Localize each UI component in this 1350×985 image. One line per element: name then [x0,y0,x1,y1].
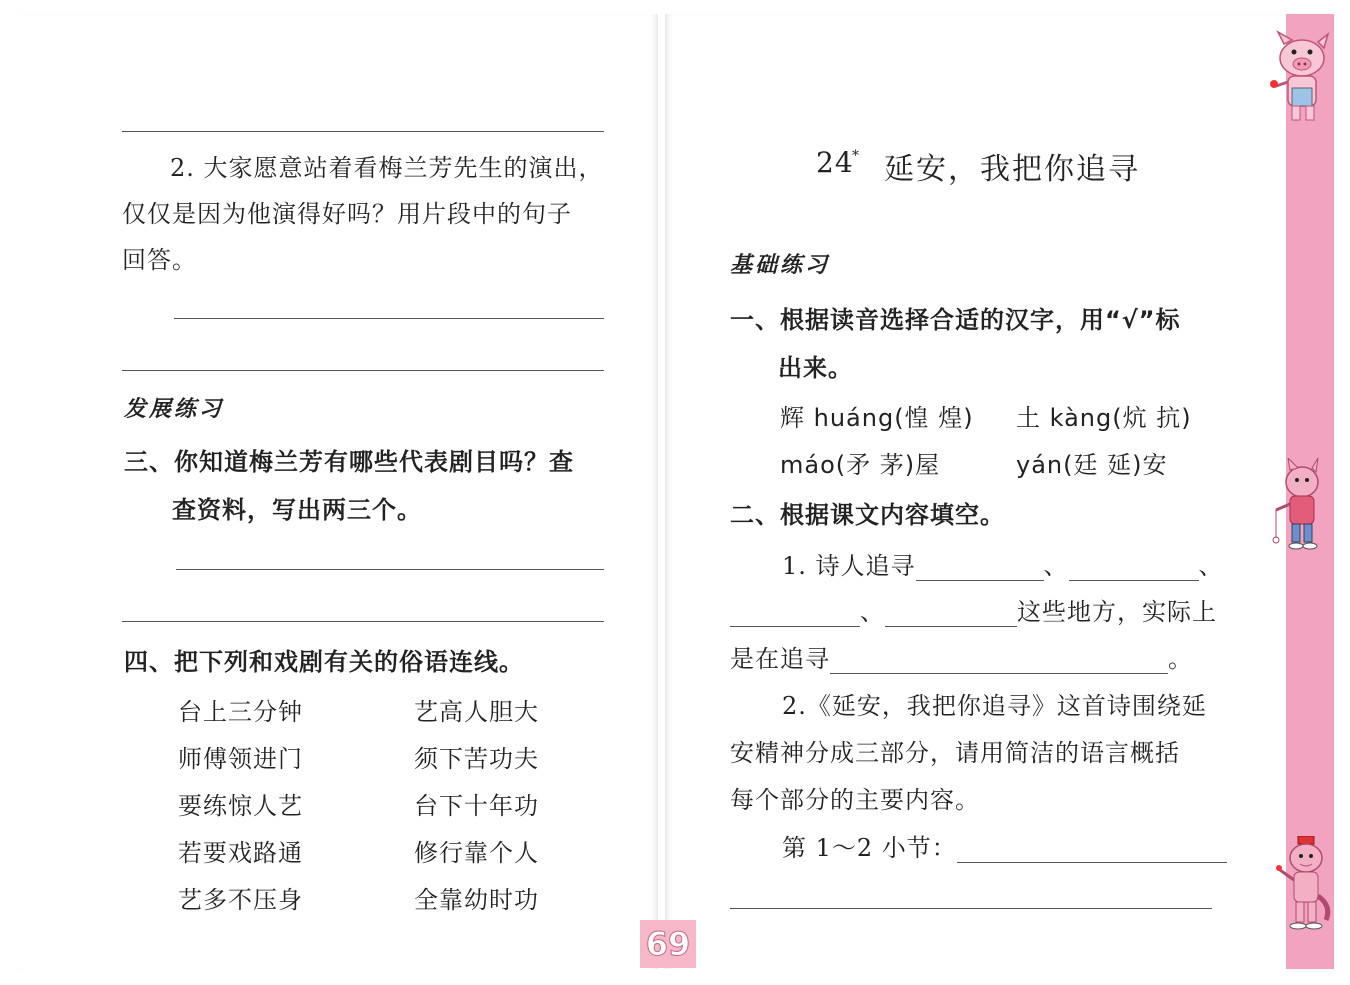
proverb-left: 师傅领进门 [178,745,303,773]
pinyin-choice: máo(矛 茅)屋 [780,451,941,479]
question-2-title: 二、根据课文内容填空。 [730,501,1005,529]
answer-line [122,370,604,371]
pig-mascot-icon [1262,30,1338,126]
item-1-mid: 这些地方，实际上 [1017,598,1217,626]
page-number: 69 [640,920,696,968]
question-4-title: 四、把下列和戏剧有关的俗语连线。 [124,648,524,676]
separator: 、 [860,598,885,626]
question-2-line-3: 回答。 [122,246,197,274]
item-2-line-2: 安精神分成三部分，请用简洁的语言概括 [730,739,1180,767]
fill-item-1-line-3 [730,639,1193,674]
proverb-right: 修行靠个人 [414,839,539,867]
fox-mascot-icon [1270,836,1336,932]
period: 。 [1168,645,1193,673]
pinyin-choice: 辉 huáng(惶 煌) [780,404,974,432]
lesson-title: 延安，我把你追寻 [884,152,1140,187]
blank[interactable] [885,604,1017,627]
proverb-left: 台上三分钟 [178,698,303,726]
separator: 、 [1198,552,1224,580]
answer-line [122,131,604,132]
question-2-line-2: 仅仅是因为他演得好吗？用片段中的句子 [122,200,572,228]
answer-line [176,569,604,570]
answer-line [730,908,1212,909]
question-1-line-2: 出来。 [778,354,853,382]
proverb-right: 全靠幼时功 [414,886,539,914]
blank[interactable] [830,651,1168,674]
item-2-part-1 [782,828,1227,863]
separator: 、 [1043,552,1069,580]
pinyin-choice: 土 kàng(炕 抗) [1016,404,1192,432]
section-title-basic: 基础练习 [730,253,831,278]
lesson-number: 24 [816,146,854,179]
question-3-line-2: 查资料，写出两三个。 [172,496,422,524]
proverb-left: 若要戏路通 [178,839,303,867]
proverb-right: 台下十年功 [414,792,539,820]
question-3-line-1: 三、你知道梅兰芳有哪些代表剧目吗？查 [124,448,574,476]
blank[interactable] [916,558,1044,581]
answer-line [122,621,604,622]
cat-mascot-icon [1268,458,1336,552]
fill-item-1-line-2 [730,592,1217,627]
blank[interactable] [1069,558,1199,581]
item-2-line-3: 每个部分的主要内容。 [730,786,980,814]
proverb-left: 艺多不压身 [178,886,303,914]
part-1-label: 第 1～2 小节： [782,834,957,862]
question-2-line-1: 2. 大家愿意站着看梅兰芳先生的演出， [170,154,604,182]
pinyin-choice: yán(廷 延)安 [1016,451,1168,479]
item-1-prefix: 1. 诗人追寻 [782,552,916,580]
proverb-right: 艺高人胆大 [414,698,539,726]
item-1-line-3-prefix: 是在追寻 [730,645,830,673]
proverb-left: 要练惊人艺 [178,792,303,820]
blank[interactable] [957,840,1227,863]
lesson-mark: * [852,148,860,164]
section-title-development: 发展练习 [124,397,225,422]
blank[interactable] [730,604,860,627]
fill-item-1-line-1 [782,546,1224,581]
question-1-line-1: 一、根据读音选择合适的汉字，用“√”标 [730,306,1181,334]
item-2-line-1: 2.《延安，我把你追寻》这首诗围绕延 [782,692,1207,720]
proverb-right: 须下苦功夫 [414,745,539,773]
answer-line [174,318,604,319]
